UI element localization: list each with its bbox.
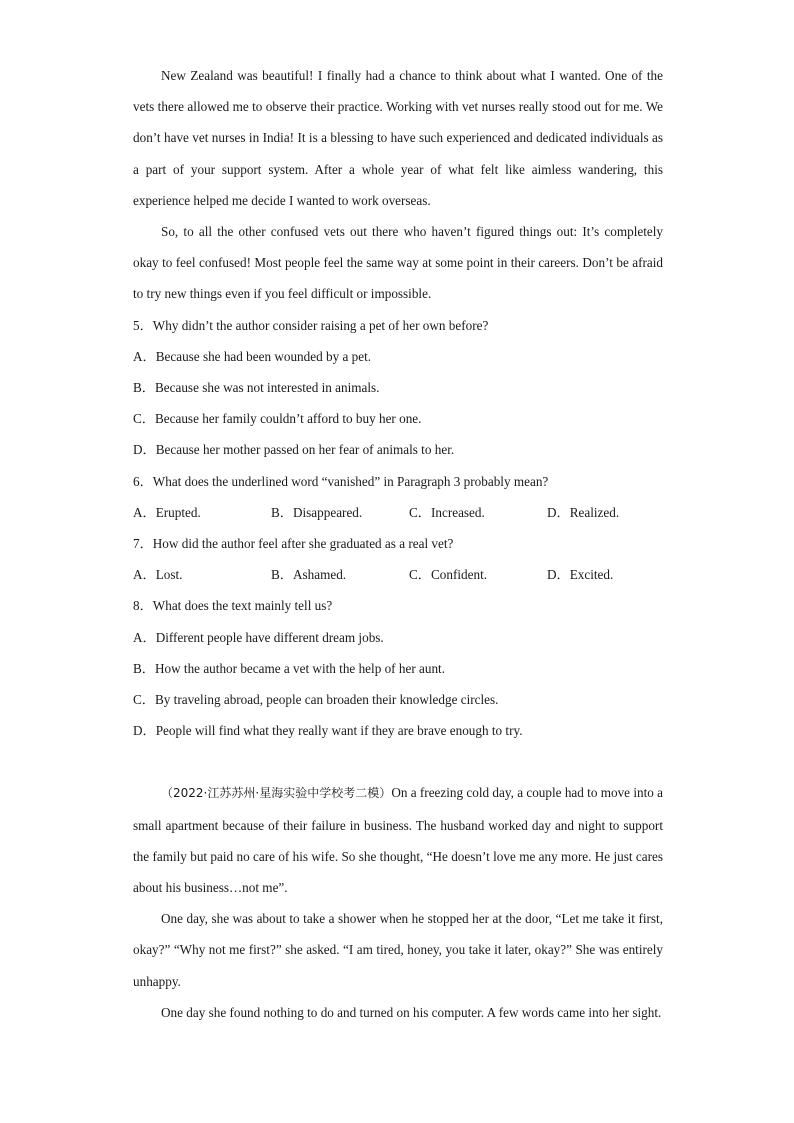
question-6-stem: 6．What does the underlined word “vanished” in Paragraph 3 probably mean?	[133, 473, 549, 489]
question-5-option-b: B．Because she was not interested in animals.	[133, 380, 380, 396]
question-7-option-a: A．Lost.	[133, 567, 183, 583]
question-5-option-d: D．Because her mother passed on her fear of animals to her.	[133, 442, 455, 458]
question-5-stem: 5．Why didn’t the author consider raising a pet of her own before?	[133, 317, 489, 333]
passage-a-paragraph-2: So, to all the other confused vets out there who haven’t figured things out: It’s completely okay to feel confused! Most people feel the same way at some point in their careers. Don’t be afraid to try new things even if you feel difficult or impossible.	[133, 224, 663, 302]
passage-a-paragraph-1: New Zealand was beautiful! I finally had a chance to think about what I wanted. One of the vets there allowed me to observe their practice. Working with vet nurses really stood out for me. We don’t have vet nurses in India! It is a blessing to have such experienced and dedicated individuals as a part of your support system. After a whole year of what felt like aimless wandering, this experience helped me decide I wanted to work overseas.	[133, 68, 663, 208]
document-page	[133, 60, 663, 1028]
question-8-option-a: A．Different people have different dream jobs.	[133, 629, 384, 645]
question-5-option-c: C．Because her family couldn’t afford to buy her one.	[133, 411, 422, 427]
passage-b-paragraph-3: One day she found nothing to do and turned on his computer. A few words came into her sight.	[161, 1004, 662, 1020]
question-6-option-c: C．Increased.	[409, 504, 485, 520]
question-6-options	[133, 497, 663, 528]
passage-b-paragraph-1-text: On a freezing cold day, a couple had to move into a small apartment because of their failure in business. The husband worked day and night to support the family but paid no care of his wife. So she thought, “He doesn’t love me any more. He just cares about his business…not me”.	[133, 785, 664, 896]
passage-b-paragraph-2: One day, she was about to take a shower when he stopped her at the door, “Let me take it first, okay?” “Why not me first?” she asked. “I am tired, honey, you take it later, okay?” She was entirely unhappy.	[133, 911, 663, 989]
question-5-option-a: A．Because she had been wounded by a pet.	[133, 348, 372, 364]
question-7-option-b: B．Ashamed.	[271, 567, 347, 583]
passage-b-source: （2022·江苏苏州·星海实验中学校考二模）	[161, 786, 392, 801]
question-7-options	[133, 559, 663, 590]
question-8-stem: 8．What does the text mainly tell us?	[133, 598, 333, 614]
question-6-option-d: D．Realized.	[547, 504, 620, 520]
section-spacer	[133, 746, 663, 777]
question-6-option-b: B．Disappeared.	[271, 504, 363, 520]
question-8-option-b: B．How the author became a vet with the help of her aunt.	[133, 660, 446, 676]
question-7-stem: 7．How did the author feel after she graduated as a real vet?	[133, 536, 454, 552]
question-7-option-c: C．Confident.	[409, 567, 488, 583]
question-8-option-c: C．By traveling abroad, people can broaden their knowledge circles.	[133, 692, 499, 708]
question-6-option-a: A．Erupted.	[133, 504, 201, 520]
question-8-option-d: D．People will find what they really want if they are brave enough to try.	[133, 723, 523, 739]
passage-b-paragraph-1	[133, 777, 663, 903]
question-7-option-d: D．Excited.	[547, 567, 614, 583]
